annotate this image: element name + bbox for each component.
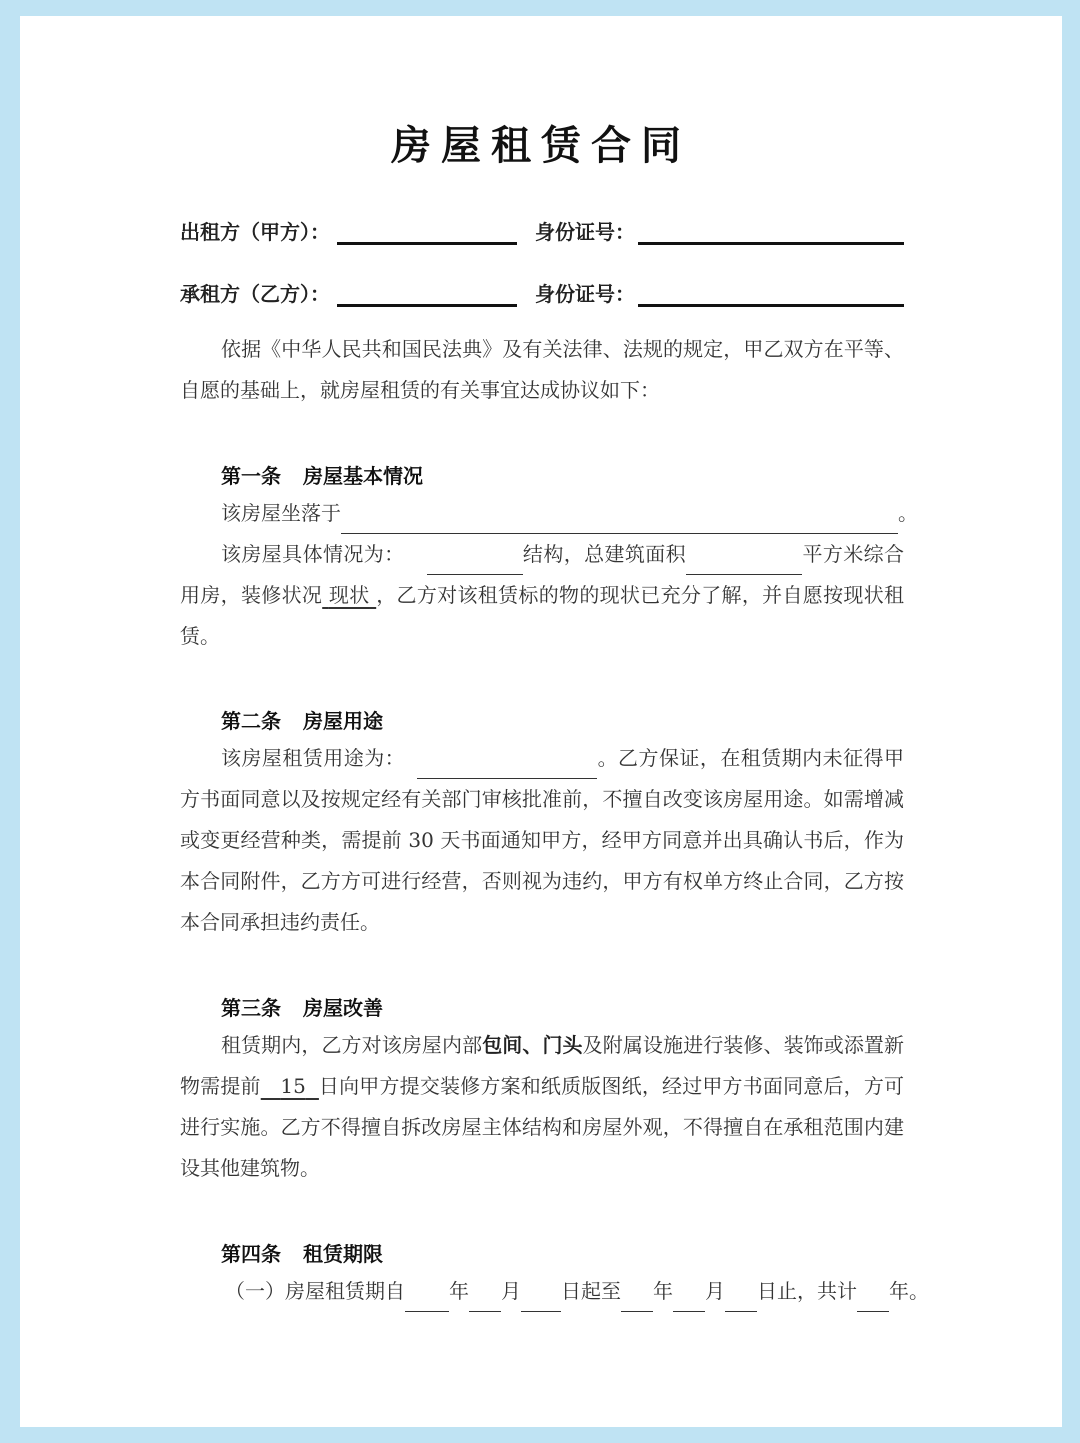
article2-title: 房屋用途 <box>303 709 383 733</box>
intro-paragraph <box>180 329 904 411</box>
month-label-2: 月 <box>705 1279 725 1303</box>
page-title: 房屋租赁合同 <box>391 122 691 169</box>
article4-number: 第四条 <box>221 1242 281 1266</box>
article2-heading <box>221 705 383 734</box>
lessee-row <box>180 270 910 310</box>
decoration-value[interactable]: 现状 <box>328 583 370 607</box>
end-day-field[interactable] <box>725 1284 757 1312</box>
location-prefix: 该房屋坐落于 <box>221 501 341 525</box>
start-year-field[interactable] <box>405 1284 449 1312</box>
month-label-1: 月 <box>501 1279 521 1303</box>
location-field[interactable] <box>341 506 898 534</box>
location-suffix: 。 <box>898 501 918 525</box>
article1-location-line <box>221 493 918 534</box>
start-day-field[interactable] <box>521 1284 561 1312</box>
lessor-label: 出租方（甲方）： <box>180 220 330 244</box>
lessee-id-field[interactable] <box>638 304 904 307</box>
lessor-name-field[interactable] <box>337 242 517 245</box>
lessor-id-label: 身份证号： <box>535 220 635 244</box>
article1-heading <box>221 460 423 489</box>
year-label-1: 年 <box>449 1279 469 1303</box>
article1-title: 房屋基本情况 <box>303 464 423 488</box>
article3-number: 第三条 <box>221 996 281 1020</box>
lessee-id-label: 身份证号： <box>535 282 635 306</box>
article1-detail-paragraph <box>180 534 904 657</box>
days-value[interactable]: 15 <box>280 1074 306 1098</box>
end-month-field[interactable] <box>673 1284 705 1312</box>
area-field[interactable] <box>686 547 802 575</box>
total-years-field[interactable] <box>857 1284 889 1312</box>
article3-paragraph <box>180 1025 904 1189</box>
detail-area-unit: 平方米综合用房，装修状况 <box>180 542 905 607</box>
improve-text-a: 租赁期内，乙方对该房屋内部 <box>221 1033 483 1057</box>
end-year-field[interactable] <box>621 1284 653 1312</box>
improve-text-c: 日向甲方提交装修方案和纸质版图纸，经过甲方书面同意后，方可进行实施。乙方不得擅自拆改房屋主体结构和房屋外观，不得擅自在承租范围内建设其他建筑物。 <box>180 1074 905 1180</box>
article4-term-line <box>225 1271 929 1312</box>
day-from-label: 日起至 <box>561 1279 621 1303</box>
start-month-field[interactable] <box>469 1284 501 1312</box>
article1-number: 第一条 <box>221 464 281 488</box>
detail-structure: 结构，总建筑面积 <box>522 542 687 566</box>
article4-heading <box>221 1238 383 1267</box>
day-to-label: 日止，共计 <box>757 1279 857 1303</box>
lessee-label: 承租方（乙方）： <box>180 282 330 306</box>
usage-prefix: 该房屋租赁用途为： <box>221 746 406 770</box>
article2-number: 第二条 <box>221 709 281 733</box>
article3-heading <box>221 992 383 1021</box>
lessor-row <box>180 208 910 248</box>
usage-field[interactable] <box>417 751 597 779</box>
intro-text: 依据《中华人民共和国民法典》及有关法律、法规的规定，甲乙双方在平等、自愿的基础上，就房屋租赁的有关事宜达成协议如下： <box>180 337 904 402</box>
article2-paragraph <box>180 738 904 943</box>
usage-rest: 。乙方保证，在租赁期内未征得甲方书面同意以及按规定经有关部门审核批准前，不擅自改变该房屋用途。如需增减或变更经营种类，需提前 30 天书面通知甲方，经甲方同意并出具确认书后，作为本合同附件，乙方方可进行经营，否则视为违约，甲方有权单方终止合同，乙方按本合同承担违约责任。 <box>180 746 904 934</box>
article3-title: 房屋改善 <box>303 996 383 1020</box>
detail-prefix: 该房屋具体情况为： <box>221 542 405 566</box>
article4-title: 租赁期限 <box>303 1242 383 1266</box>
term-prefix: （一）房屋租赁期自 <box>225 1279 405 1303</box>
term-end: 年。 <box>889 1279 929 1303</box>
improve-bold-items: 包间、门头 <box>482 1033 583 1057</box>
improve-text-b: 及附属设施进行装修、装饰或添置新物需提前 <box>180 1033 905 1098</box>
structure-field[interactable] <box>427 547 523 575</box>
contract-page <box>20 16 1062 1427</box>
detail-rest: ，乙方对该租赁标的物的现状已充分了解，并自愿按现状租赁。 <box>180 583 905 648</box>
year-label-2: 年 <box>653 1279 673 1303</box>
lessee-name-field[interactable] <box>337 304 517 307</box>
lessor-id-field[interactable] <box>638 242 904 245</box>
